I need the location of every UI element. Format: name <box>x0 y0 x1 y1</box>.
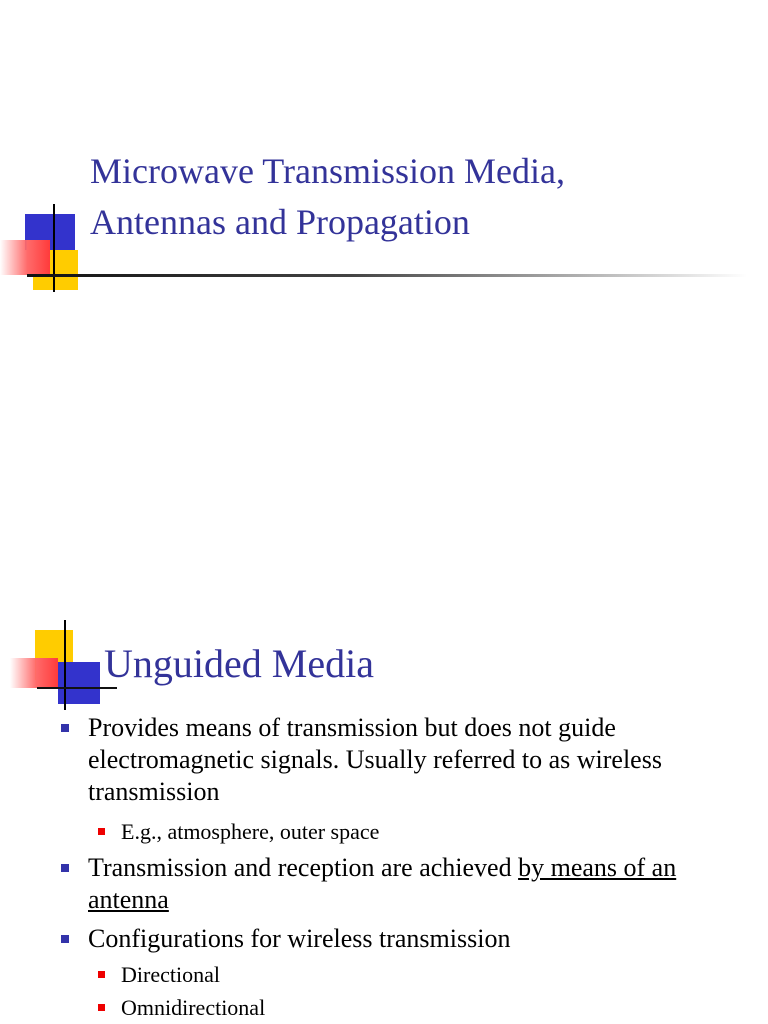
decor-red-gradient <box>0 240 50 275</box>
title-line-1: Microwave Transmission Media, <box>90 151 565 191</box>
sub-bullet-square-icon <box>98 971 105 978</box>
bullet-text-underlined: by means of an antenna <box>88 853 677 914</box>
decor-red-gradient <box>10 658 58 688</box>
slide-title-text: Unguided Media <box>104 641 374 686</box>
sub-bullet-text: Omnidirectional <box>121 995 266 1020</box>
title-underline-rule <box>27 274 747 277</box>
bullet-item <box>88 852 728 916</box>
bullet-text-plain: Transmission and reception are achieved <box>88 853 519 882</box>
sub-bullet-item <box>121 994 721 1022</box>
decor-vertical-line <box>64 620 66 710</box>
bullet-item <box>88 923 728 955</box>
title-line-2: Antennas and Propagation <box>90 202 470 242</box>
sub-bullet-item <box>121 818 721 846</box>
bullet-square-icon <box>61 864 69 872</box>
bullet-square-icon <box>61 724 69 732</box>
bullet-square-icon <box>61 935 69 943</box>
sub-bullet-item <box>121 961 721 989</box>
slide-unguided-media <box>0 512 768 1024</box>
bullet-text: Provides means of transmission but does not guide electromagnetic signals. Usually referred to as wireless transmission <box>88 713 662 806</box>
bullet-text: Configurations for wireless transmission <box>88 924 511 953</box>
slide-title-text <box>90 146 730 248</box>
sub-bullet-square-icon <box>98 1004 105 1011</box>
decor-vertical-line <box>53 204 55 292</box>
bullet-text <box>88 852 728 916</box>
sub-bullet-text: E.g., atmosphere, outer space <box>121 819 380 844</box>
sub-bullet-square-icon <box>98 828 105 835</box>
bullet-item <box>88 712 728 808</box>
sub-bullet-text: Directional <box>121 962 220 987</box>
